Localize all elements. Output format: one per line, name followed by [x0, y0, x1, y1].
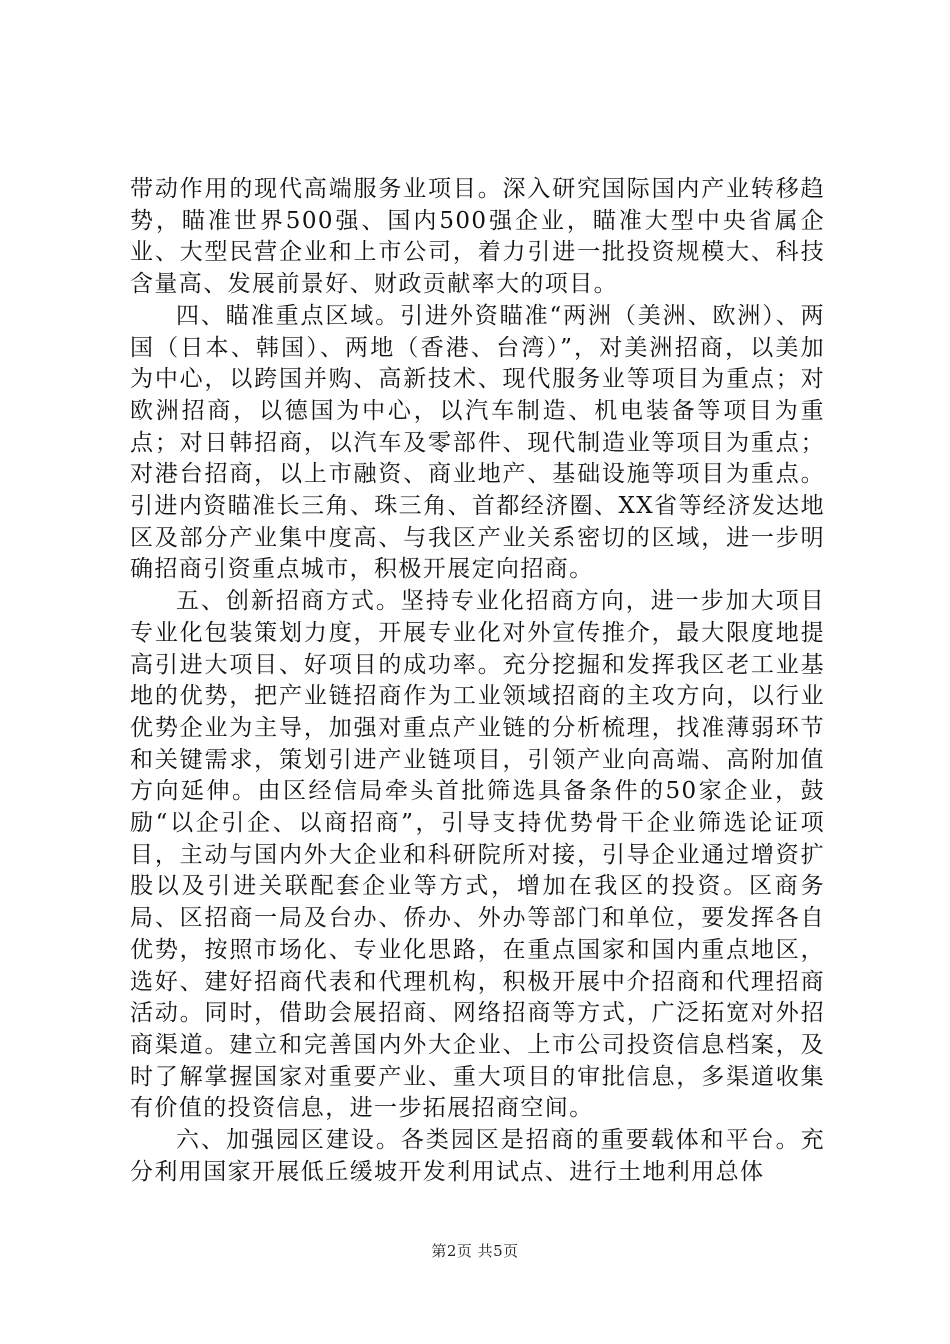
- paragraph-key-regions: 四、瞄准重点区域。引进外资瞄准“两洲（美洲、欧洲）、两国（日本、韩国）、两地（香港、台湾）”，对美洲招商，以美加为中心，以跨国并购、高新技术、现代服务业等项目为重点；对欧洲招商，以德国为中心，以汽车制造、机电装备等项目为重点；对日韩招商，以汽车及零部件、现代制造业等项目为重点；对港台招商，以上市融资、商业地产、基础设施等项目为重点。引进内资瞄准长三角、珠三角、首都经济圈、XX省等经济发达地区及部分产业集中度高、与我区产业关系密切的区域，进一步明确招商引资重点城市，积极开展定向招商。: [130, 302, 825, 583]
- paragraph-continuation: 带动作用的现代高端服务业项目。深入研究国际国内产业转移趋势，瞄准世界500强、国内500强企业，瞄准大型中央省属企业、大型民营企业和上市公司，着力引进一批投资规模大、科技含量高、发展前景好、财政贡献率大的项目。: [130, 176, 825, 298]
- document-body: [130, 174, 825, 1189]
- paragraph-park-construction: 六、加强园区建设。各类园区是招商的重要载体和平台。充分利用国家开展低丘缓坡开发利用试点、进行土地利用总体: [130, 1127, 825, 1185]
- page-number-footer: 第2页 共5页: [431, 1242, 519, 1260]
- paragraph-innovate-methods: 五、创新招商方式。坚持专业化招商方向，进一步加大项目专业化包装策划力度，开展专业化对外宣传推介，最大限度地提高引进大项目、好项目的成功率。充分挖掘和发挥我区老工业基地的优势，把产业链招商作为工业领域招商的主攻方向，以行业优势企业为主导，加强对重点产业链的分析梳理，找准薄弱环节和关键需求，策划引进产业链项目，引领产业向高端、高附加值方向延伸。由区经信局牵头首批筛选具备条件的50家企业，鼓励“以企引企、以商招商”，引导支持优势骨干企业筛选论证项目，主动与国内外大企业和科研院所对接，引导企业通过增资扩股以及引进关联配套企业等方式，增加在我区的投资。区商务局、区招商一局及台办、侨办、外办等部门和单位，要发挥各自优势，按照市场化、专业化思路，在重点国家和国内重点地区，选好、建好招商代表和代理机构，积极开展中介招商和代理招商活动。同时，借助会展招商、网络招商等方式，广泛拓宽对外招商渠道。建立和完善国内外大企业、上市公司投资信息档案，及时了解掌握国家对重要产业、重大项目的审批信息，多渠道收集有价值的投资信息，进一步拓展招商空间。: [130, 588, 825, 1122]
